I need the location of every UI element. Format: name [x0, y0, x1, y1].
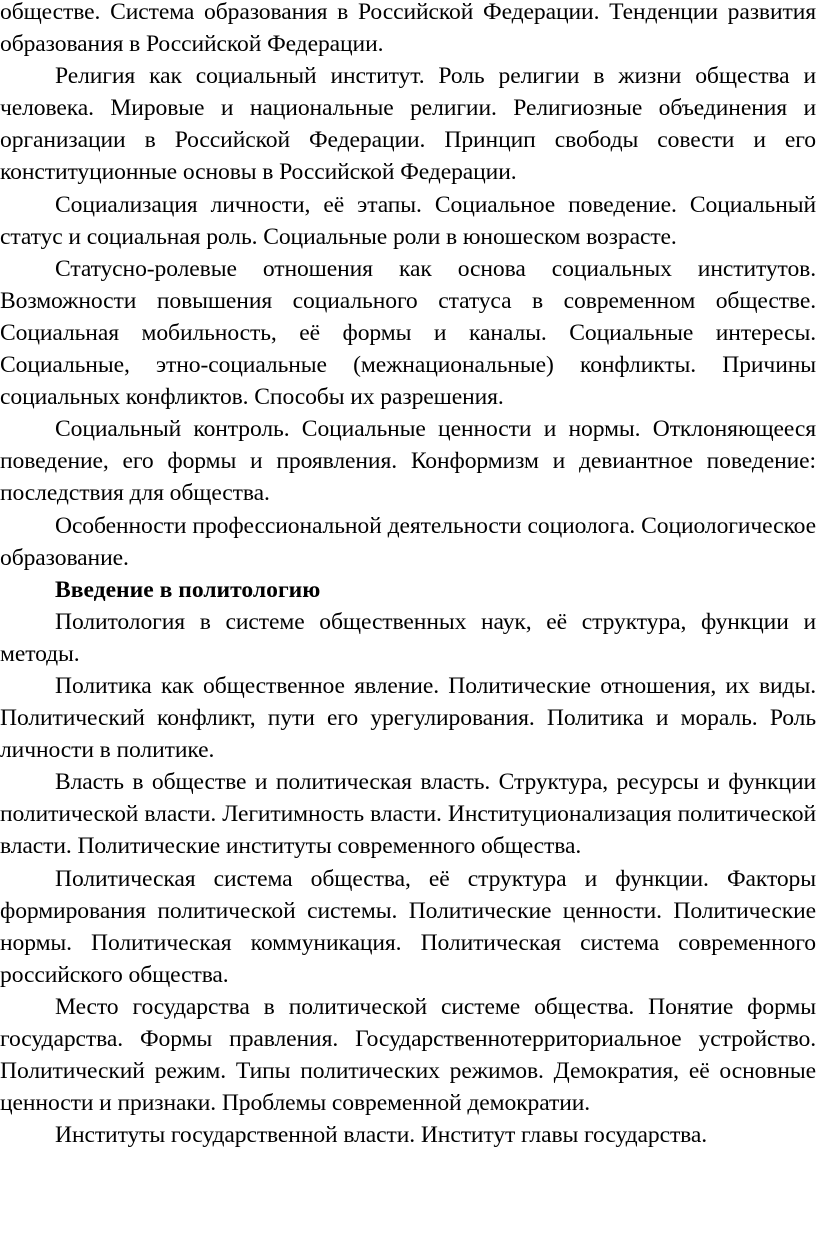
paragraph-status-roles: Статусно-ролевые отношения как основа социальных институтов. Возможности повышения социального статуса в современном обществе. Социальная мобильность, её формы и каналы. Социальные интересы. Социальные, этно-социальные (межнациональные) конфликты. Причины социальных конфликтов. Способы их разрешения.	[0, 255, 816, 411]
paragraph-sociologist: Особенности профессиональной деятельности социолога. Социологическое образование.	[0, 512, 816, 571]
paragraph-political-system: Политическая система общества, её структура и функции. Факторы формирования политической системы. Политические ценности. Политические нормы. Политическая коммуникация. Политическая система современного российского общества.	[0, 865, 816, 988]
paragraph-religion: Религия как социальный институт. Роль религии в жизни общества и человека. Мировые и национальные религии. Религиозные объединения и организации в Российской Федерации. Принцип свободы совести и его конституционные основы в Российской Федерации.	[0, 63, 816, 186]
section-heading: Введение в политологию	[55, 576, 321, 603]
paragraph-social-control: Социальный контроль. Социальные ценности и нормы. Отклоняющееся поведение, его формы и проявления. Конформизм и девиантное поведение: последствия для общества.	[0, 416, 816, 507]
paragraph-politics: Политика как общественное явление. Политические отношения, их виды. Политический конфликт, пути его урегулирования. Политика и мораль. Роль личности в политике.	[0, 672, 816, 764]
paragraph-socialization: Социализация личности, её этапы. Социальное поведение. Социальный статус и социальная роль. Социальные роли в юношеском возрасте.	[0, 191, 816, 250]
paragraph-state: Место государства в политической системе общества. Понятие формы государства. Формы правления. Государственнотерриториальное устройство. Политический режим. Типы политических режимов. Демократия, её основные ценности и признаки. Проблемы современной демократии.	[0, 993, 816, 1117]
paragraph-politology: Политология в системе общественных наук, её структура, функции и методы.	[0, 608, 816, 667]
paragraph-institutions: Институты государственной власти. Институт главы государства.	[55, 1122, 708, 1149]
paragraph-education-system: обществе. Система образования в Российской Федерации. Тенденции развития образования в Российской Федерации.	[0, 0, 816, 58]
paragraph-power: Власть в обществе и политическая власть. Структура, ресурсы и функции политической власти. Легитимность власти. Институционализация политической власти. Политические институты современного общества.	[0, 769, 816, 860]
